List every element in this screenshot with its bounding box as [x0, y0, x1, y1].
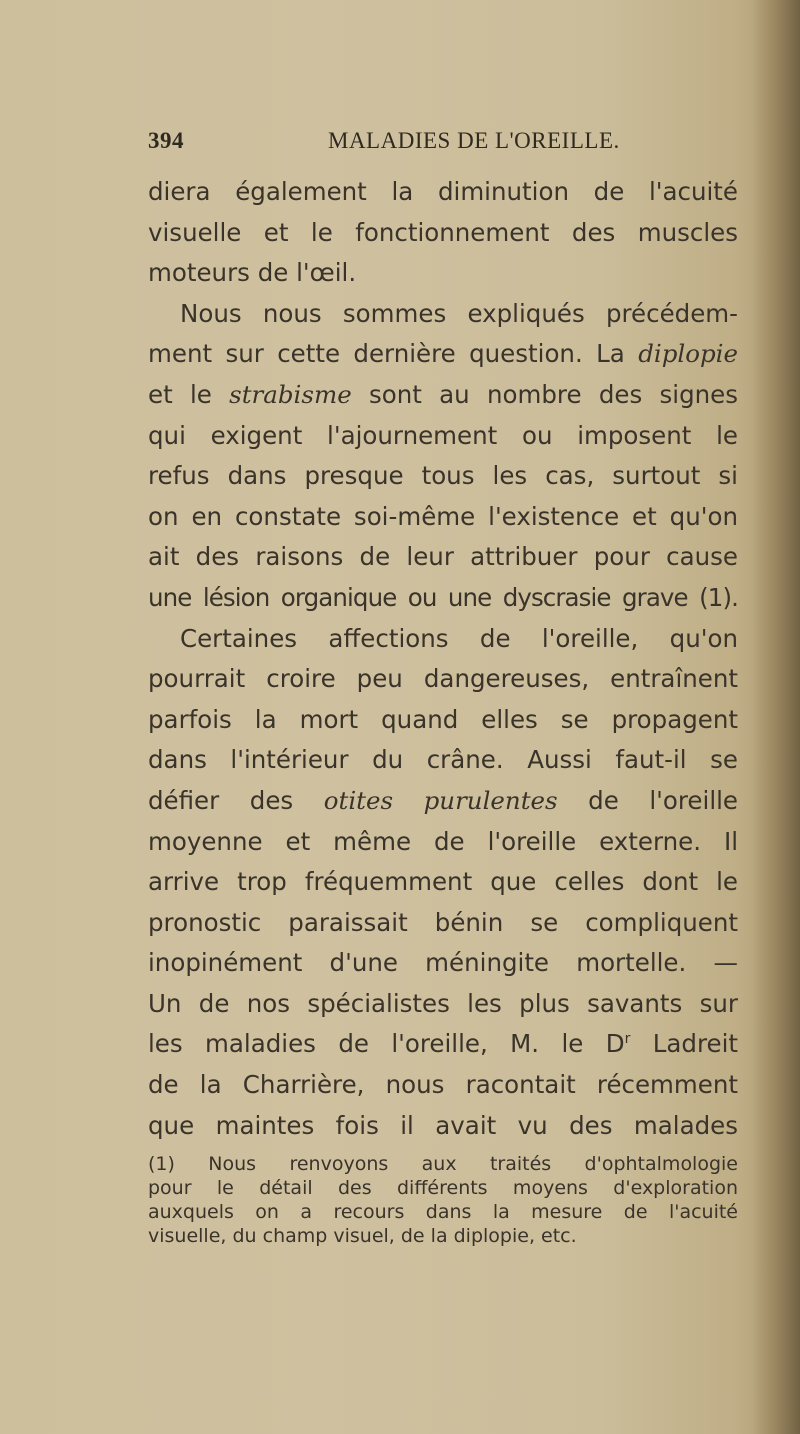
- text-line: pronostic paraissait bénin se compliquent: [148, 907, 738, 937]
- text-line: on en constate soi-même l'existence et qu'on: [148, 501, 738, 531]
- text-line: une lésion organique ou une dyscrasie grave (1).: [148, 582, 738, 612]
- page-edge-shadow: [752, 0, 800, 1434]
- text-line: moyenne et même de l'oreille externe. Il: [148, 826, 738, 856]
- text-line: Certaines affections de l'oreille, qu'on: [180, 623, 738, 653]
- text-line: refus dans presque tous les cas, surtout si: [148, 461, 738, 491]
- footnote: [148, 1152, 738, 1248]
- text-line: pourrait croire peu dangereuses, entraînent: [148, 664, 738, 694]
- text-run: et le: [148, 379, 230, 409]
- text-run: Ladreit: [630, 1029, 738, 1059]
- text-line: dans l'intérieur du crâne. Aussi faut-il se: [148, 745, 738, 775]
- text-line: [148, 781, 738, 822]
- text-line: [148, 1024, 738, 1065]
- text-line: diera également la diminution de l'acuité: [148, 177, 738, 206]
- text-run: ment sur cette dernière question. La: [148, 339, 639, 369]
- footnote-line: visuelle, du champ visuel, de la diplopie, etc.: [148, 1225, 577, 1248]
- text-line: Nous nous sommes expliqués précédem-: [180, 298, 738, 328]
- book-page: [148, 128, 738, 1248]
- emphasis-strabisme: strabisme: [229, 379, 352, 409]
- text-line: arrive trop fréquemment que celles dont le: [148, 867, 738, 897]
- text-run: de l'oreille: [557, 785, 739, 815]
- text-line: [148, 375, 738, 416]
- text-line: de la Charrière, nous racontait récemment: [148, 1070, 738, 1100]
- text-line: qui exigent l'ajournement ou imposent le: [148, 420, 738, 450]
- running-title: MALADIES DE L'OREILLE.: [328, 128, 620, 153]
- text-line: moteurs de l'œil.: [148, 258, 357, 288]
- emphasis-diplopie: diplopie: [638, 339, 738, 369]
- footnote-line: pour le détail des différents moyens d'exploration: [148, 1177, 738, 1200]
- footnote-line: (1) Nous renvoyons aux traités d'ophtalmologie: [148, 1153, 738, 1176]
- superscript-r: r: [624, 1031, 631, 1048]
- text-line: parfois la mort quand elles se propagent: [148, 704, 738, 734]
- body-text: [148, 172, 738, 1146]
- text-run: défier des: [148, 785, 324, 815]
- emphasis-otites-purulentes: otites purulentes: [323, 785, 558, 815]
- footnote-line: auxquels on a recours dans la mesure de l'acuité: [148, 1201, 738, 1224]
- text-line: visuelle et le fonctionnement des muscles: [148, 217, 738, 247]
- text-run: les maladies de l'oreille, M. le D: [148, 1029, 625, 1059]
- text-line: que maintes fois il avait vu des malades: [148, 1110, 738, 1140]
- text-line: inopinément d'une méningite mortelle. —: [148, 948, 738, 978]
- text-run: sont au nombre des signes: [351, 379, 738, 409]
- page-header: [148, 128, 738, 172]
- page-number: 394: [148, 128, 184, 153]
- text-line: ait des raisons de leur attribuer pour cause: [148, 542, 738, 572]
- text-line: Un de nos spécialistes les plus savants sur: [148, 988, 738, 1018]
- text-line: [148, 334, 738, 375]
